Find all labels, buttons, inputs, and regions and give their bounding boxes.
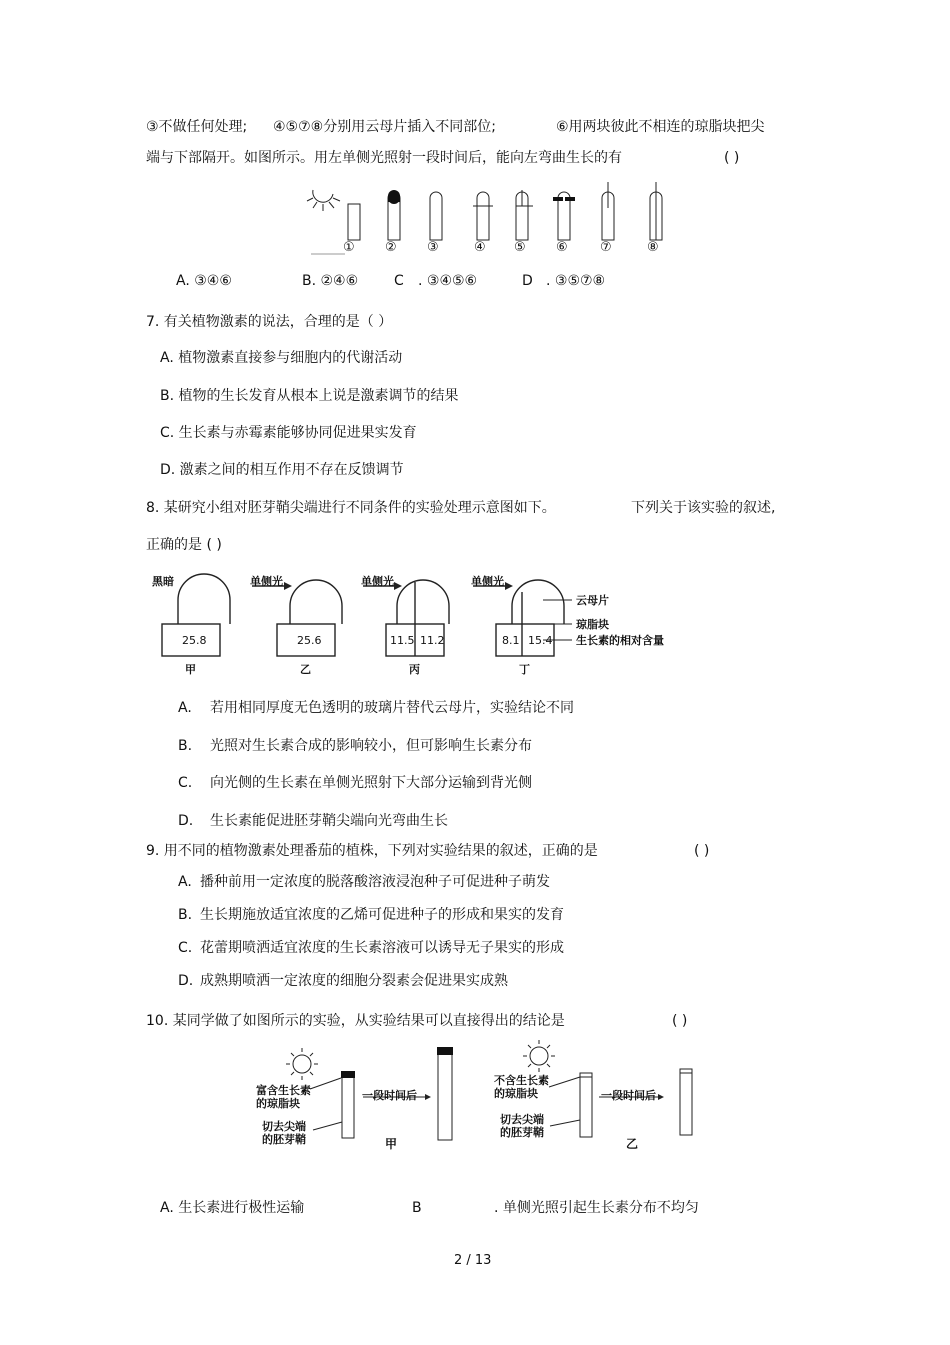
q8-label-dark: 黑暗 <box>152 575 174 588</box>
q10-jia-cut2: 的胚芽鞘 <box>262 1133 306 1146</box>
q8-option-a-letter: A. <box>178 700 192 716</box>
q10-option-b-letter: B <box>412 1200 422 1216</box>
q8-name-jia: 甲 <box>185 663 196 676</box>
sun-icon <box>307 190 340 211</box>
coleoptile-7 <box>602 182 614 240</box>
q10-jia-label1: 富含生长素 <box>256 1084 311 1097</box>
q9-option-b-letter: B. <box>178 907 193 923</box>
q9-option-a: 播种前用一定浓度的脱落酸溶液浸泡种子可促进种子萌发 <box>200 874 550 890</box>
q9-option-b: 生长期施放适宜浓度的乙烯可促进种子的形成和果实的发育 <box>200 907 564 923</box>
q8-option-b-letter: B. <box>178 738 193 754</box>
q9-option-c: 花蕾期喷洒适宜浓度的生长素溶液可以诱导无子果实的形成 <box>200 940 564 956</box>
q8-option-b: 光照对生长素合成的影响较小，但可影响生长素分布 <box>210 738 532 754</box>
q8-name-yi: 乙 <box>300 663 311 676</box>
q6-line1a: ③不做任何处理; <box>146 119 248 135</box>
q6-label-1: ① <box>343 240 355 255</box>
q10-yi-cut1: 切去尖端 <box>500 1113 544 1126</box>
q7-option-b: B. 植物的生长发育从根本上说是激素调节的结果 <box>160 388 459 404</box>
q10-jia-name: 甲 <box>385 1137 398 1151</box>
q8-value-bing-left: 11.5 <box>390 634 415 647</box>
q8-value-bing-right: 11.2 <box>420 634 445 647</box>
q6-answer-paren: ( ) <box>724 150 740 166</box>
q6-option-c: . ③④⑤⑥ <box>418 273 478 289</box>
q8-option-d-letter: D. <box>178 813 194 829</box>
coleoptile-8 <box>650 182 662 240</box>
sun-icon-yi <box>523 1040 555 1072</box>
q6-label-8: ⑧ <box>647 240 659 255</box>
q9-answer-paren: ( ) <box>694 843 710 859</box>
q8-option-a: 若用相同厚度无色透明的玻璃片替代云母片，实验结论不同 <box>210 700 574 716</box>
q10-answer-paren: ( ) <box>672 1013 688 1029</box>
q8-option-d: 生长素能促进胚芽鞘尖端向光弯曲生长 <box>210 813 448 829</box>
q10-jia-label2: 的琼脂块 <box>256 1097 300 1110</box>
q6-label-6: ⑥ <box>556 240 568 255</box>
q6-label-7: ⑦ <box>600 240 612 255</box>
q10-yi-label2: 的琼脂块 <box>494 1087 538 1100</box>
q6-label-3: ③ <box>427 240 439 255</box>
q9-option-d: 成熟期喷洒一定浓度的细胞分裂素会促进果实成熟 <box>200 973 508 989</box>
q6-line2: 端与下部隔开。如图所示。用左单侧光照射一段时间后，能向左弯曲生长的有 <box>146 150 622 166</box>
coleoptile-5 <box>516 190 533 240</box>
q8-legend-agar: 琼脂块 <box>576 618 609 631</box>
q7-option-a: A. 植物激素直接参与细胞内的代谢活动 <box>160 350 403 366</box>
q8-name-bing: 丙 <box>409 663 420 676</box>
q8-figure <box>150 572 710 682</box>
q8-stem-line1: 8. 某研究小组对胚芽鞘尖端进行不同条件的实验处理示意图如下。 <box>146 500 556 516</box>
q6-option-d-letter: D <box>522 273 533 289</box>
q6-option-d: . ③⑤⑦⑧ <box>546 273 606 289</box>
q8-stem-line1b: 下列关于该实验的叙述, <box>631 500 776 516</box>
q10-yi-name: 乙 <box>626 1137 639 1151</box>
q10-yi-arrow-label: 一段时间后 <box>601 1089 656 1102</box>
q10-yi-cut2: 的胚芽鞘 <box>500 1126 544 1139</box>
q9-option-d-letter: D. <box>178 973 194 989</box>
q8-value-yi: 25.6 <box>297 634 322 647</box>
q6-label-4: ④ <box>474 240 486 255</box>
sun-icon-jia <box>286 1048 318 1080</box>
q10-stem: 10. 某同学做了如图所示的实验，从实验结果可以直接得出的结论是 <box>146 1013 565 1029</box>
q7-option-c: C. 生长素与赤霉素能够协同促进果实发育 <box>160 425 417 441</box>
q6-line1b: ④⑤⑦⑧分别用云母片插入不同部位; <box>273 119 496 135</box>
q8-label-light-bing: 单侧光 <box>361 575 394 588</box>
q10-jia-arrow-label: 一段时间后 <box>362 1089 417 1102</box>
q6-option-a: A. ③④⑥ <box>176 273 232 289</box>
coleoptile-3 <box>430 192 442 240</box>
q8-option-c: 向光侧的生长素在单侧光照射下大部分运输到背光侧 <box>210 775 532 791</box>
coleoptile-2 <box>388 190 400 240</box>
q8-name-ding: 丁 <box>519 663 530 676</box>
q6-label-2: ② <box>385 240 397 255</box>
q6-option-b: B. ②④⑥ <box>302 273 359 289</box>
coleoptile-1 <box>348 204 360 240</box>
q10-jia-cut1: 切去尖端 <box>262 1120 306 1133</box>
q8-value-ding-left: 8.1 <box>502 634 520 647</box>
q8-legend-auxin: 生长素的相对含量 <box>576 634 664 647</box>
q10-option-b: . 单侧光照引起生长素分布不均匀 <box>494 1200 699 1216</box>
coleoptile-4 <box>473 192 493 240</box>
q8-label-light-yi: 单侧光 <box>250 575 283 588</box>
q8-label-light-ding: 单侧光 <box>471 575 504 588</box>
q10-yi-label1: 不含生长素 <box>494 1074 549 1087</box>
q9-stem: 9. 用不同的植物激素处理番茄的植株，下列对实验结果的叙述，正确的是 <box>146 843 598 859</box>
page-number: 2 / 13 <box>454 1253 492 1268</box>
q8-stem-line2: 正确的是 ( ) <box>146 537 222 553</box>
q8-legend-mica: 云母片 <box>576 594 609 607</box>
q8-value-jia: 25.8 <box>182 634 207 647</box>
q6-label-5: ⑤ <box>514 240 526 255</box>
q6-line1c: ⑥用两块彼此不相连的琼脂块把尖 <box>556 119 765 135</box>
q8-option-c-letter: C. <box>178 775 193 791</box>
coleoptile-6 <box>553 192 575 240</box>
q9-option-c-letter: C. <box>178 940 193 956</box>
q6-option-c-letter: C <box>394 273 404 289</box>
q7-stem: 7. 有关植物激素的说法，合理的是（ ） <box>146 314 393 330</box>
q9-option-a-letter: A. <box>178 874 192 890</box>
q8-value-ding-right: 15.4 <box>528 634 553 647</box>
q7-option-d: D. 激素之间的相互作用不存在反馈调节 <box>160 462 404 478</box>
q10-option-a: A. 生长素进行极性运输 <box>160 1200 305 1216</box>
